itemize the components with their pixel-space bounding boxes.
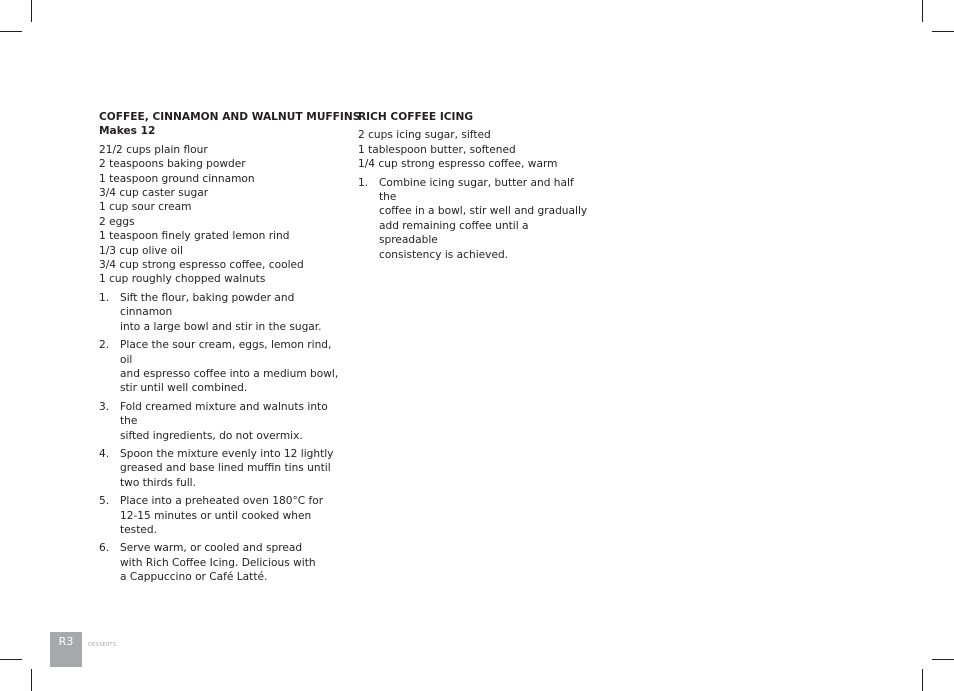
section-label: DESSERTS bbox=[88, 642, 117, 648]
crop-mark bbox=[932, 659, 954, 660]
crop-mark bbox=[922, 669, 923, 691]
method-steps bbox=[358, 176, 588, 262]
page-number: R3 bbox=[58, 635, 74, 648]
ingredient-item: 3/4 cup strong espresso coffee, cooled bbox=[99, 259, 304, 272]
icing-recipe bbox=[358, 110, 588, 266]
step-number: 2. bbox=[99, 339, 110, 352]
ingredient-item: 1 cup roughly chopped walnuts bbox=[99, 273, 266, 286]
step-text: Fold creamed mixture and walnuts into the sifted ingredients, do not overmix. bbox=[120, 400, 328, 442]
ingredient-item: 1 cup sour cream bbox=[99, 201, 192, 214]
step-text: Combine icing sugar, butter and half the coffee in a bowl, stir well and gradually add remaining coffee until a spreadable consistency is achieved. bbox=[379, 176, 588, 261]
method-step bbox=[99, 400, 344, 443]
method-step bbox=[99, 291, 344, 334]
ingredient-item: 2 cups icing sugar, sifted bbox=[358, 129, 491, 142]
ingredient-item: 2 eggs bbox=[99, 215, 135, 228]
recipe-title: COFFEE, CINNAMON AND WALNUT MUFFINS bbox=[99, 111, 361, 123]
crop-mark bbox=[0, 31, 22, 32]
ingredient-item: 1 tablespoon butter, softened bbox=[358, 143, 516, 156]
step-number: 5. bbox=[99, 495, 110, 508]
method-step bbox=[358, 176, 588, 262]
method-steps bbox=[99, 291, 344, 585]
step-number: 4. bbox=[99, 447, 110, 460]
ingredient-item: 1 teaspoon finely grated lemon rind bbox=[99, 230, 290, 243]
muffins-recipe bbox=[99, 110, 361, 589]
crop-mark bbox=[932, 31, 954, 32]
crop-mark bbox=[31, 669, 32, 691]
ingredient-list bbox=[358, 128, 588, 171]
method-step bbox=[99, 541, 344, 584]
step-text: Place the sour cream, eggs, lemon rind, oil and espresso coffee into a medium bowl, stir until well combined. bbox=[120, 339, 339, 395]
ingredient-item: 2 teaspoons baking powder bbox=[99, 158, 246, 171]
recipe-yield: Makes 12 bbox=[99, 125, 156, 138]
method-step bbox=[99, 447, 344, 490]
method-step bbox=[99, 494, 344, 537]
step-text: Serve warm, or cooled and spread with Rich Coffee Icing. Delicious with a Cappuccino or Café Latté. bbox=[120, 542, 316, 584]
page-number-tab bbox=[50, 632, 82, 667]
step-text: Sift the flour, baking powder and cinnamon into a large bowl and stir in the sugar. bbox=[120, 291, 322, 333]
ingredient-item: 1 teaspoon ground cinnamon bbox=[99, 172, 255, 185]
ingredient-item: 1/3 cup olive oil bbox=[99, 244, 183, 257]
crop-mark bbox=[31, 0, 32, 22]
step-number: 1. bbox=[99, 291, 110, 304]
crop-mark bbox=[922, 0, 923, 22]
ingredient-list bbox=[99, 143, 344, 287]
step-number: 1. bbox=[358, 176, 369, 189]
step-number: 3. bbox=[99, 400, 110, 413]
ingredient-item: 3/4 cup caster sugar bbox=[99, 187, 209, 200]
ingredient-item: 21/2 cups plain flour bbox=[99, 143, 208, 156]
crop-mark bbox=[0, 659, 22, 660]
step-text: Spoon the mixture evenly into 12 lightly greased and base lined muffin tins until two thirds full. bbox=[120, 447, 334, 489]
method-step bbox=[99, 338, 344, 396]
step-number: 6. bbox=[99, 542, 110, 555]
recipe-title: RICH COFFEE ICING bbox=[358, 111, 474, 123]
ingredient-item: 1/4 cup strong espresso coffee, warm bbox=[358, 158, 558, 171]
step-text: Place into a preheated oven 180°C for 12-15 minutes or until cooked when tested. bbox=[120, 495, 324, 536]
